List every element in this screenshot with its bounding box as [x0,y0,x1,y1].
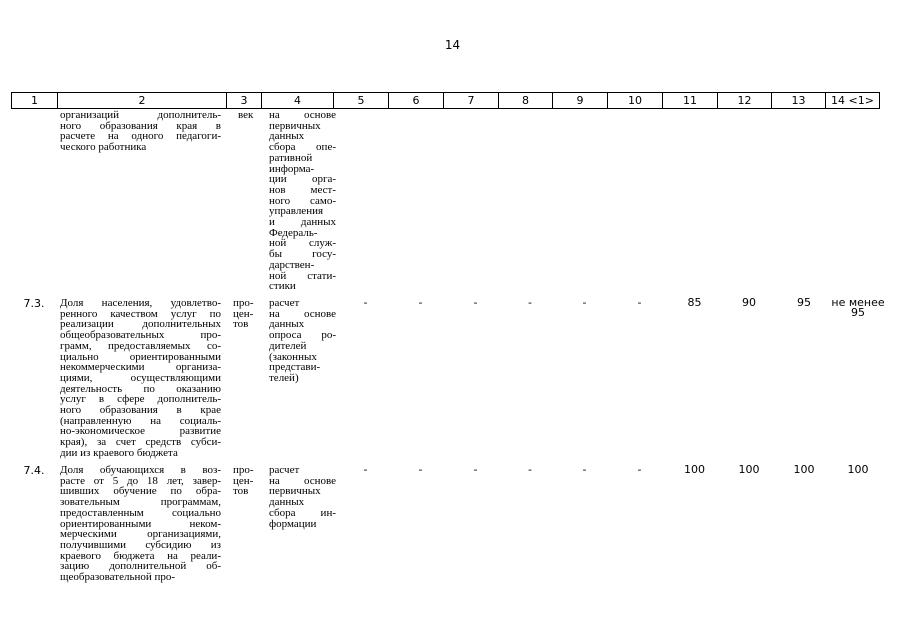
text-line: услуг в сфере дополнитель- [60,393,221,406]
text-line: телей) [269,371,299,384]
value-cell-col-14: не менее 95 [831,296,885,319]
text-line: реализации дополнительных [60,318,221,331]
text-line: ческого работника [60,141,147,154]
value-cell-col-10: - [637,296,642,309]
text-line: расте от 5 до 18 лет, завер- [60,474,221,487]
text-line: шивших обучение по обра- [60,485,221,498]
text-line: расчете на одного педагоги- [60,130,221,143]
header-col-10: 10 [608,93,663,108]
header-col-13: 13 [772,93,826,108]
text-line: Доля населения, удовлетво- [60,297,221,309]
text-line: представи- [269,361,321,374]
row-7-4-method [269,465,336,529]
header-col-7: 7 [444,93,499,108]
header-col-1: 1 [12,93,58,108]
value-cell-col-9: - [582,463,587,476]
row-7-4-description [60,465,221,583]
text-line: мерческими организациями, [60,528,221,541]
text-line: на основе [269,307,336,320]
value-cell-col-6: - [418,463,423,476]
text-line: (направленную на социаль- [60,414,221,427]
text-line: грамм, предоставляемых со- [60,339,221,352]
value-cell-col-7: - [473,296,478,309]
text-line: ции орга- [269,173,336,186]
text-line: ориентированными неком- [60,517,221,530]
value-cell-col-11: 100 [684,463,705,476]
row-number-7-4: 7.4. [23,464,45,477]
value-cell-col-10: - [637,463,642,476]
value-cell-col-7: - [473,463,478,476]
text-line: Федераль- [269,226,318,239]
value-cell-col-12: 100 [738,463,760,476]
value-cell-col-13: 100 [793,463,815,476]
text-line: про- [233,464,254,476]
row-7-4-unit [233,465,254,497]
text-line: ной стати- [269,269,336,282]
header-col-6: 6 [389,93,444,108]
text-line: ного образования в крае [60,404,221,417]
text-line: цен- [233,474,254,487]
continuation-description [60,110,221,153]
text-line: информа- [269,162,315,175]
text-line: сбора опе- [269,141,336,154]
text-line: циально ориентированными [60,350,221,363]
text-line: дии из краевого бюджета [60,446,178,459]
text-line: тов [233,318,249,331]
text-line: про- [233,297,254,309]
text-line: век [238,109,254,121]
text-line: ного образования края в [60,119,221,132]
text-line: щеобразовательной про- [60,571,176,584]
text-line: общеобразовательных про- [60,329,221,342]
text-line: края), за счет средств субси- [60,436,221,449]
text-line: деятельность по оказанию [60,382,221,395]
row-7-3-unit [233,298,254,330]
text-line: данных [269,318,305,331]
text-line: ного само- [269,194,336,207]
text-line: дарствен- [269,258,315,271]
text-line: тов [233,485,249,498]
text-line: расчет [269,297,300,309]
text-line: ративной [269,151,313,164]
text-line: первичных [269,119,321,132]
value-cell-col-9: - [582,296,587,309]
text-line: циями, осуществляющими [60,371,221,384]
continuation-method [269,110,336,292]
continuation-unit [238,110,253,121]
text-line: сбора ин- [269,506,336,519]
text-line: опроса ро- [269,329,336,342]
text-line: некоммерческими организа- [60,361,221,374]
header-col-11: 11 [663,93,718,108]
text-line: на основе [269,109,336,121]
text-line: стики [269,280,296,293]
header-col-4: 4 [262,93,334,108]
text-line: зацию дополнительной об- [60,560,221,573]
text-line: зовательным программам, [60,496,221,509]
text-line: формации [269,517,317,530]
text-line: ной служ- [269,237,336,250]
header-col-12: 12 [718,93,772,108]
text-line: предоставленным социально [60,506,221,519]
value-cell-col-13: 95 [797,296,811,309]
text-line: дителей [269,339,307,352]
text-line: и данных [269,216,336,229]
text-line: расчет [269,464,300,476]
text-line: данных [269,130,305,143]
table-header-row [11,92,880,109]
header-col-2: 2 [58,93,227,108]
text-line: но-экономическое развитие [60,425,221,438]
row-7-3-description [60,298,221,459]
text-line: получившими субсидию из [60,538,221,551]
value-cell-col-6: - [418,296,423,309]
row-number-7-3: 7.3. [23,297,45,310]
text-line: нов мест- [269,183,336,196]
text-line: цен- [233,307,254,320]
text-line: бы госу- [269,248,336,261]
text-line: данных [269,496,305,509]
value-cell-col-11: 85 [687,296,702,309]
value-cell-col-8: - [528,463,532,476]
text-line: краевого бюджета на реали- [60,549,221,562]
text-line: управления [269,205,324,218]
text-line: на основе [269,474,336,487]
value-cell-col-5: - [363,463,368,476]
value-cell-col-5: - [363,296,368,309]
value-cell-col-14: 100 [847,463,869,476]
text-line: организаций дополнитель- [60,109,221,121]
header-col-14: 14 <1> [826,93,880,108]
row-7-3-method [269,298,336,384]
header-col-8: 8 [499,93,553,108]
page-number: 14 [444,38,461,52]
header-col-5: 5 [334,93,389,108]
text-line: первичных [269,485,321,498]
text-line: ренного качеством услуг по [60,307,221,320]
header-col-3: 3 [227,93,262,108]
text-line: (законных [269,350,317,363]
text-line: Доля обучающихся в воз- [60,464,221,476]
header-col-9: 9 [553,93,608,108]
value-cell-col-8: - [528,296,532,309]
value-cell-col-12: 90 [742,296,756,309]
